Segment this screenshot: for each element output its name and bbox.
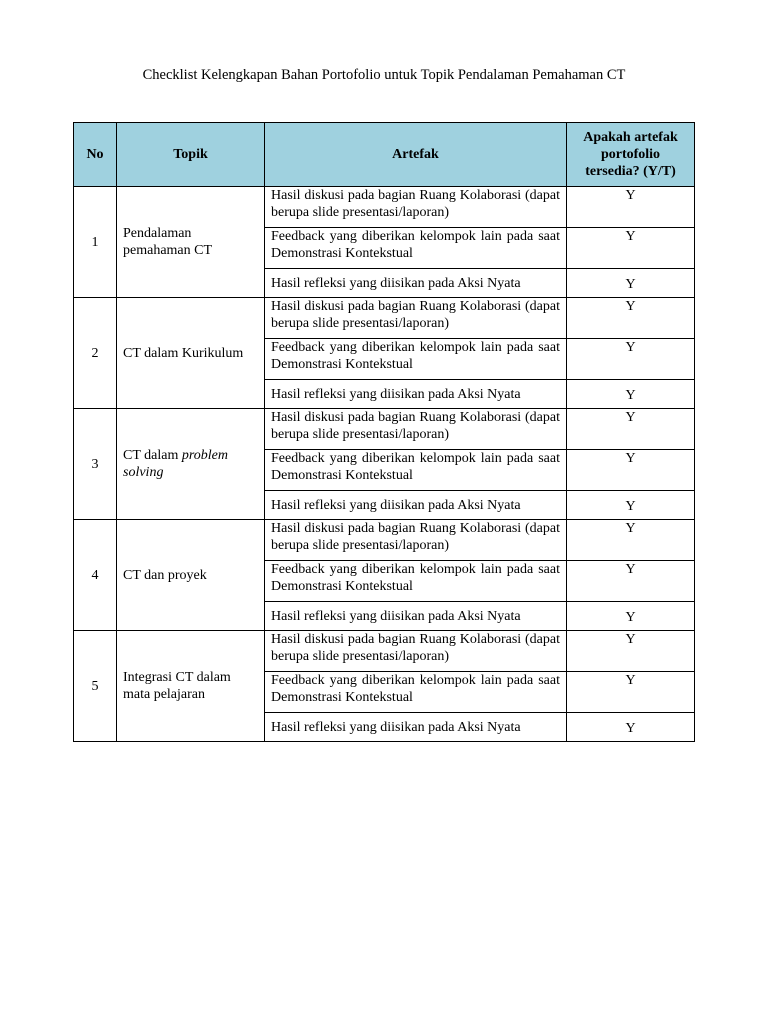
row-number: 1 [74, 187, 117, 298]
status-cell: Y [567, 491, 695, 520]
topic-cell: CT dalam Kurikulum [117, 298, 265, 409]
header-status: Apakah artefak portofolio tersedia? (Y/T) [567, 123, 695, 187]
status-cell: Y [567, 450, 695, 491]
topic-cell: CT dan proyek [117, 520, 265, 631]
artefact-cell: Feedback yang diberikan kelompok lain pada saat Demonstrasi Kontekstual [265, 561, 567, 602]
artefact-cell: Hasil refleksi yang diisikan pada Aksi Nyata [265, 269, 567, 298]
table-row [74, 187, 695, 228]
artefact-cell: Hasil refleksi yang diisikan pada Aksi Nyata [265, 713, 567, 742]
status-cell: Y [567, 228, 695, 269]
status-cell: Y [567, 187, 695, 228]
row-number: 5 [74, 631, 117, 742]
table-row [74, 298, 695, 339]
status-cell: Y [567, 631, 695, 672]
header-topik: Topik [117, 123, 265, 187]
topic-cell: Pendalaman pemahaman CT [117, 187, 265, 298]
table-header-row [74, 123, 695, 187]
artefact-cell: Hasil diskusi pada bagian Ruang Kolaborasi (dapat berupa slide presentasi/laporan) [265, 187, 567, 228]
status-cell: Y [567, 602, 695, 631]
artefact-cell: Feedback yang diberikan kelompok lain pada saat Demonstrasi Kontekstual [265, 450, 567, 491]
topic-text-italic: problem solving [123, 448, 228, 480]
artefact-cell: Hasil refleksi yang diisikan pada Aksi Nyata [265, 380, 567, 409]
status-cell: Y [567, 520, 695, 561]
table-row [74, 520, 695, 561]
topic-cell [117, 409, 265, 520]
artefact-cell: Hasil diskusi pada bagian Ruang Kolaborasi (dapat berupa slide presentasi/laporan) [265, 631, 567, 672]
status-cell: Y [567, 269, 695, 298]
document-title: Checklist Kelengkapan Bahan Portofolio untuk Topik Pendalaman Pemahaman CT [142, 67, 626, 83]
artefact-cell: Hasil diskusi pada bagian Ruang Kolaborasi (dapat berupa slide presentasi/laporan) [265, 298, 567, 339]
artefact-cell: Hasil diskusi pada bagian Ruang Kolaborasi (dapat berupa slide presentasi/laporan) [265, 520, 567, 561]
artefact-cell: Feedback yang diberikan kelompok lain pada saat Demonstrasi Kontekstual [265, 228, 567, 269]
topic-cell: Integrasi CT dalam mata pelajaran [117, 631, 265, 742]
header-artefak: Artefak [265, 123, 567, 187]
status-cell: Y [567, 561, 695, 602]
artefact-cell: Hasil refleksi yang diisikan pada Aksi Nyata [265, 491, 567, 520]
table-row [74, 631, 695, 672]
status-cell: Y [567, 672, 695, 713]
row-number: 4 [74, 520, 117, 631]
status-cell: Y [567, 339, 695, 380]
checklist-table [73, 122, 695, 742]
header-no: No [74, 123, 117, 187]
artefact-cell: Hasil diskusi pada bagian Ruang Kolaborasi (dapat berupa slide presentasi/laporan) [265, 409, 567, 450]
row-number: 2 [74, 298, 117, 409]
artefact-cell: Feedback yang diberikan kelompok lain pada saat Demonstrasi Kontekstual [265, 672, 567, 713]
status-cell: Y [567, 713, 695, 742]
table-row [74, 409, 695, 450]
artefact-cell: Hasil refleksi yang diisikan pada Aksi Nyata [265, 602, 567, 631]
status-cell: Y [567, 380, 695, 409]
status-cell: Y [567, 298, 695, 339]
status-cell: Y [567, 409, 695, 450]
topic-text: CT dalam [123, 448, 182, 463]
row-number: 3 [74, 409, 117, 520]
artefact-cell: Feedback yang diberikan kelompok lain pada saat Demonstrasi Kontekstual [265, 339, 567, 380]
